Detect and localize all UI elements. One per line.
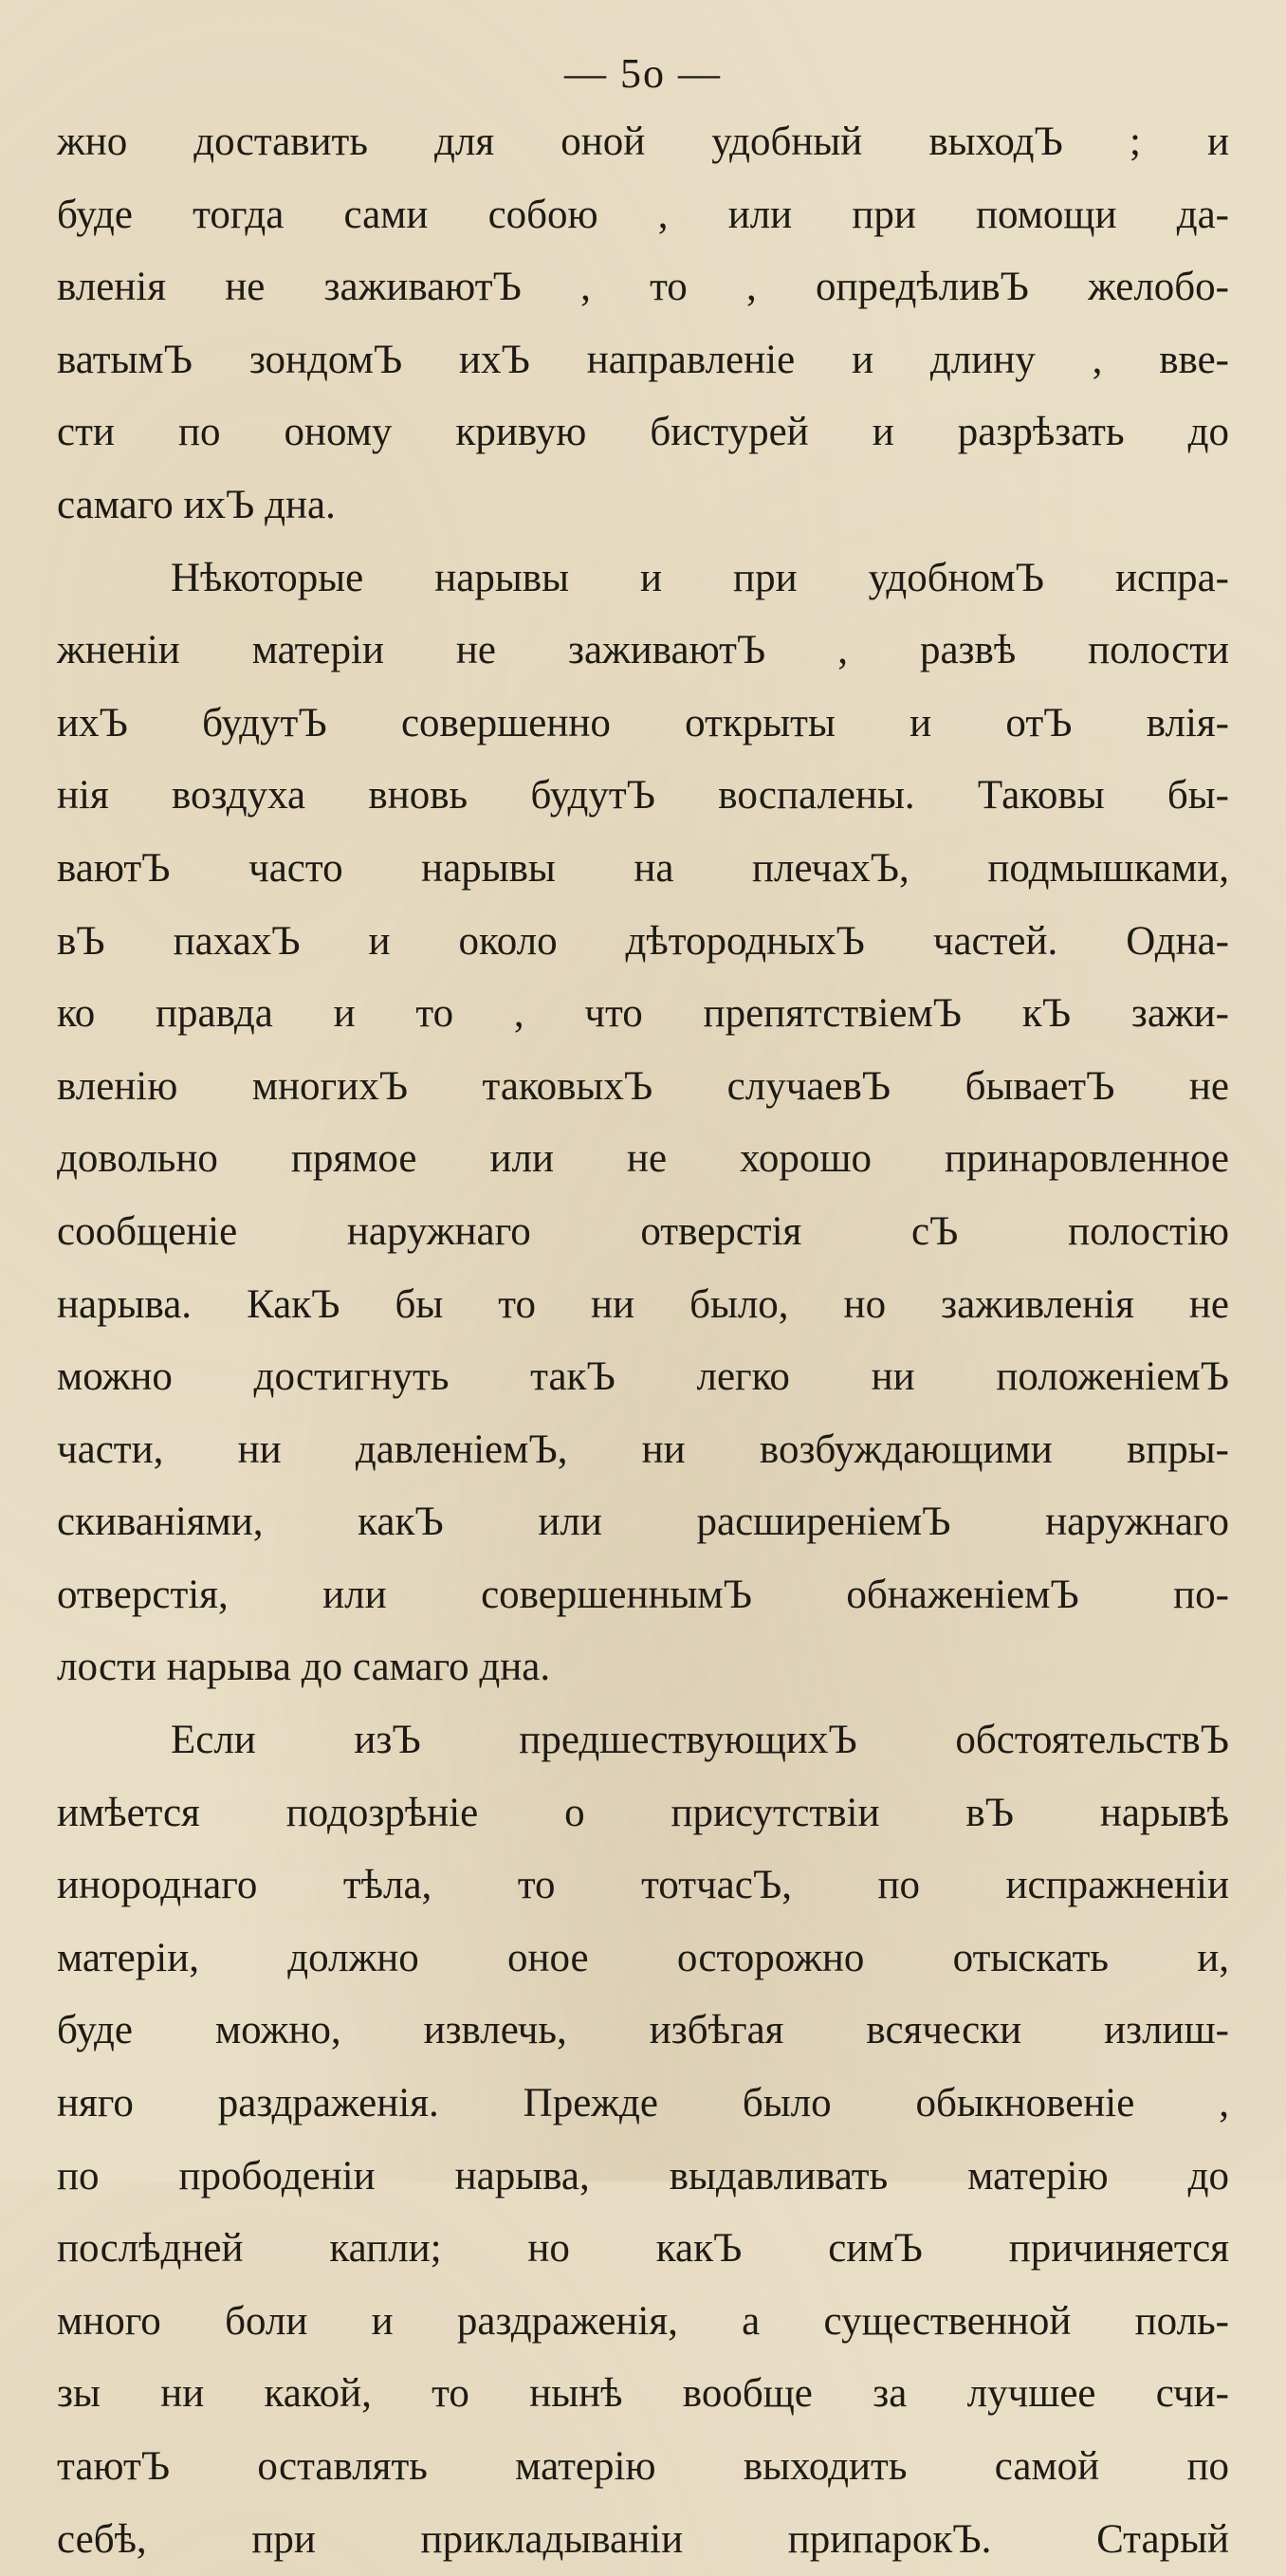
text-line: жненіи матеріи не заживаютЪ , развѣ полости: [57, 628, 1229, 673]
text-line: части, ни давленіемЪ, ни возбуждающими впры-: [57, 1426, 1229, 1472]
text-line: отверстія, или совершеннымЪ обнаженіемЪ по-: [57, 1572, 1229, 1617]
text-line: скиваніями, какЪ или расширеніемЪ наружнаго: [57, 1500, 1229, 1545]
text-line: вленія не заживаютЪ , то , опредѣливЪ желобо-: [57, 265, 1229, 310]
text-line: инороднаго тѣла, то тотчасЪ, по испражненіи: [57, 1863, 1229, 1908]
text-line: няго раздраженія. Прежде было обыкновеніе ,: [57, 2081, 1229, 2126]
text-line: зы ни какой, то нынѣ вообще за лучшее счи-: [57, 2371, 1229, 2417]
text-line: таютЪ оставлять матерію выходить самой по: [57, 2444, 1229, 2489]
text-line: сообщеніе наружнаго отверстія сЪ полостію: [57, 1208, 1229, 1254]
text-body: [57, 106, 1229, 2576]
paragraph: [57, 543, 1229, 1705]
text-line: ваютЪ часто нарывы на плечахЪ, подмышками,: [57, 845, 1229, 891]
text-line: буде тогда сами собою , или при помощи да-: [57, 192, 1229, 237]
text-line: ихЪ будутЪ совершенно открыты и отЪ влія-: [57, 700, 1229, 745]
text-line: ко правда и то , что препятствіемЪ кЪ зажи-: [57, 991, 1229, 1037]
text-line: буде можно, извлечь, избѣгая всячески излиш-: [57, 2008, 1229, 2053]
text-line: по прободеніи нарыва, выдавливать матерію до: [57, 2153, 1229, 2199]
paragraph: [57, 106, 1229, 543]
page-number: — 5o —: [564, 50, 722, 97]
text-line: матеріи, должно оное осторожно отыскать и,: [57, 1935, 1229, 1980]
text-line: много боли и раздраженія, а существенной поль-: [57, 2298, 1229, 2344]
text-line: нія воздуха вновь будутЪ воспалены. Таковы бы-: [57, 773, 1229, 819]
text-line: Нѣкоторые нарывы и при удобномЪ испра-: [171, 555, 1229, 600]
text-line: самаго ихЪ дна.: [57, 482, 336, 527]
text-line: нарыва. КакЪ бы то ни было, но заживленія не: [57, 1281, 1229, 1327]
text-line: Если изЪ предшествующихЪ обстоятельствЪ: [171, 1718, 1229, 1763]
text-line: имѣется подозрѣніе о присутствіи вЪ нарывѣ: [57, 1790, 1229, 1835]
text-line: ватымЪ зондомЪ ихЪ направленіе и длину , вве-: [57, 337, 1229, 382]
text-line: довольно прямое или не хорошо принаровленное: [57, 1136, 1229, 1182]
text-line: лости нарыва до самаго дна.: [57, 1645, 551, 1690]
text-line: себѣ, при прикладываніи припарокЪ. Старый: [57, 2516, 1229, 2562]
text-line: послѣдней капли; но какЪ симЪ причиняется: [57, 2226, 1229, 2272]
text-line: вЪ пахахЪ и около дѣтородныхЪ частей. Одна-: [57, 918, 1229, 964]
text-line: можно достигнуть такЪ легко ни положеніемЪ: [57, 1354, 1229, 1400]
text-line: сти по оному кривую бистурей и разрѣзать до: [57, 410, 1229, 455]
text-line: жно доставить для оной удобный выходЪ ; и: [57, 120, 1229, 164]
paragraph: [57, 1704, 1229, 2576]
text-line: вленію многихЪ таковыхЪ случаевЪ бываетЪ не: [57, 1063, 1229, 1109]
